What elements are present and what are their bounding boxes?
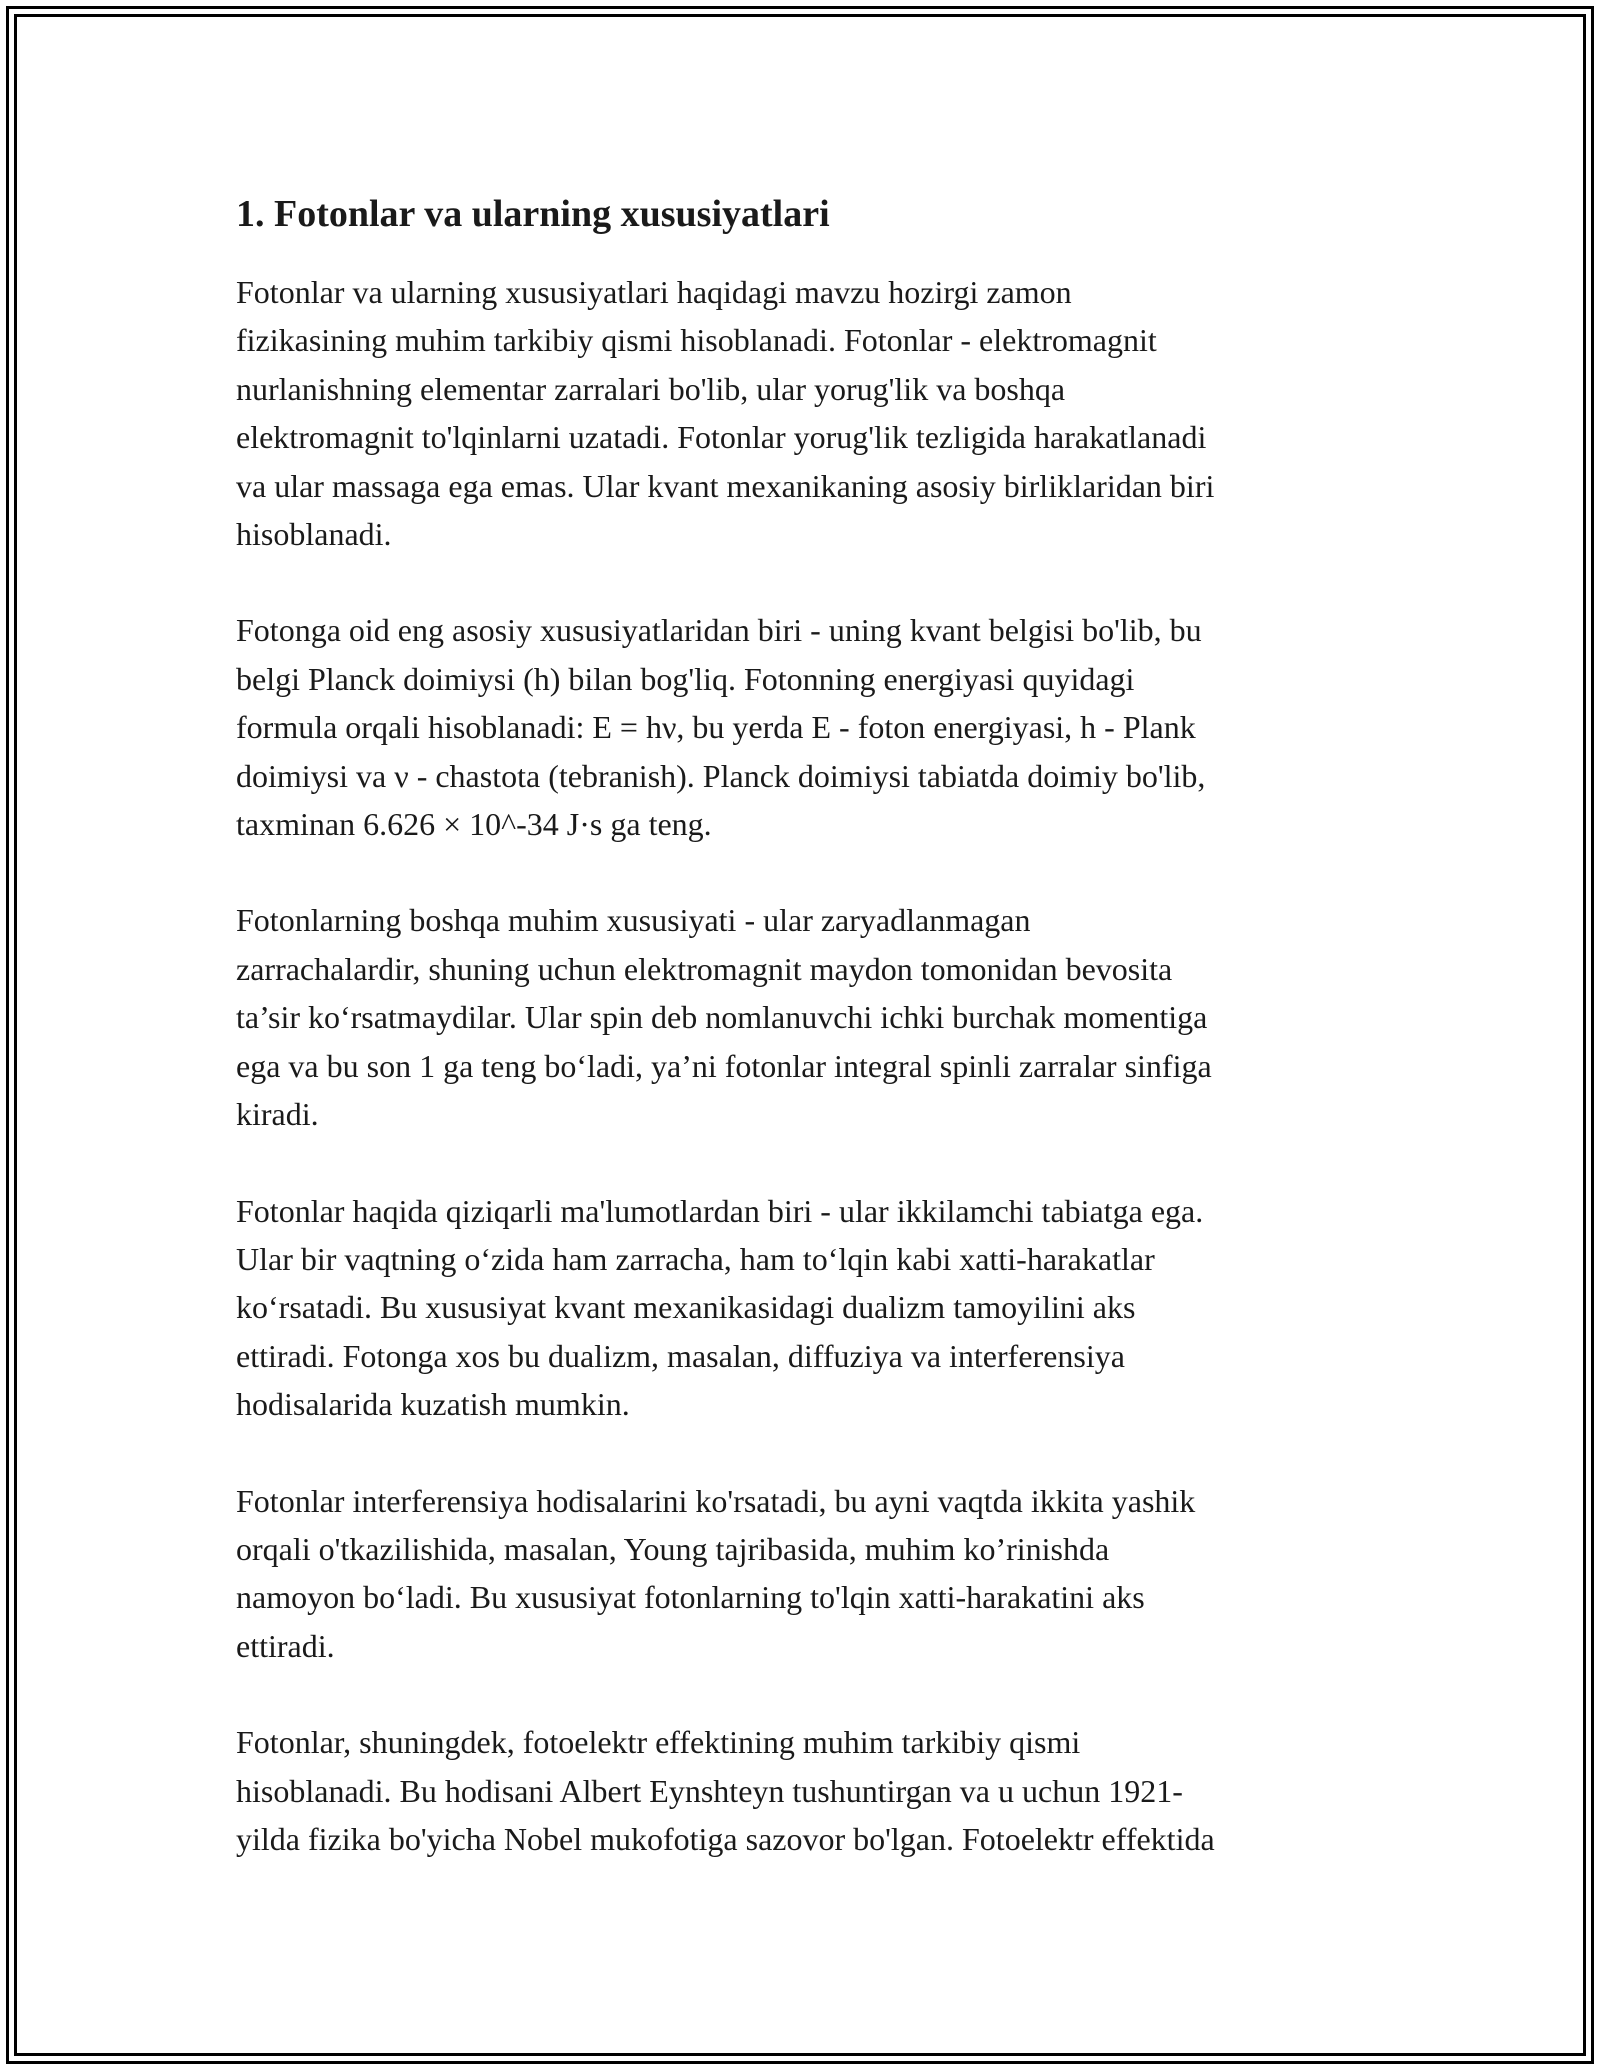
paragraph-energy: Fotonga oid eng asosiy xususiyatlaridan biri - uning kvant belgisi bo'lib, bu belgi Planck doimiysi (h) bilan bog'liq. Fotonning energiyasi quyidagi formula orqali hisoblanadi: E = hν, bu yerda E - foton energiyasi, h - Plank doimiysi va ν - chastota (tebranish). Planck doimiysi tabiatda doimiy bo'lib, taxminan 6.626 × 10^-34 J·s ga teng. <box>236 612 1206 843</box>
paragraph-photoelectric: Fotonlar, shuningdek, fotoelektr effektining muhim tarkibiy qismi hisoblanadi. Bu hodisani Albert Eynshteyn tushuntirgan va u uchun 1921- yilda fizika bo'yicha Nobel mukofotiga sazovor bo'lgan. Fotoelektr effektida <box>236 1724 1215 1857</box>
document-body <box>236 188 1366 1863</box>
paragraph-interference: Fotonlar interferensiya hodisalarini ko'rsatadi, bu ayni vaqtda ikkita yashik orqali o'tkazilishida, masalan, Young tajribasida, muhim ko’rinishda namoyon bo‘ladi. Bu xususiyat fotonlarning to'lqin xatti-harakatini aks ettiradi. <box>236 1482 1196 1664</box>
paragraph-duality: Fotonlar haqida qiziqarli ma'lumotlardan biri - ular ikkilamchi tabiatga ega. Ular bir vaqtning o‘zida ham zarracha, ham to‘lqin kabi xatti-harakatlar ko‘rsatadi. Bu xususiyat kvant mexanikasidagi dualizm tamoyilini aks ettiradi. Fotonga xos bu dualizm, masalan, diffuziya va interferensiya hodisalarida kuzatish mumkin. <box>236 1192 1204 1423</box>
paragraph-charge-spin: Fotonlarning boshqa muhim xususiyati - ular zaryadlanmagan zarrachalardir, shuning uchun elektromagnit maydon tomonidan bevosita ta’sir ko‘rsatmaydilar. Ular spin deb nomlanuvchi ichki burchak momentiga ega va bu son 1 ga teng bo‘ladi, ya’ni fotonlar integral spinli zarralar sinfiga kiradi. <box>236 902 1212 1133</box>
section-heading: 1. Fotonlar va ularning xususiyatlari <box>236 193 830 235</box>
paragraph-intro: Fotonlar va ularning xususiyatlari haqidagi mavzu hozirgi zamon fizikasining muhim tarkibiy qismi hisoblanadi. Fotonlar - elektromagnit nurlanishning elementar zarralari bo'lib, ular yorug'lik va boshqa elektromagnit to'lqinlarni uzatadi. Fotonlar yorug'lik tezligida harakatlanadi va ular massaga ega emas. Ular kvant mexanikaning asosiy birliklaridan biri hisoblanadi. <box>236 274 1215 553</box>
